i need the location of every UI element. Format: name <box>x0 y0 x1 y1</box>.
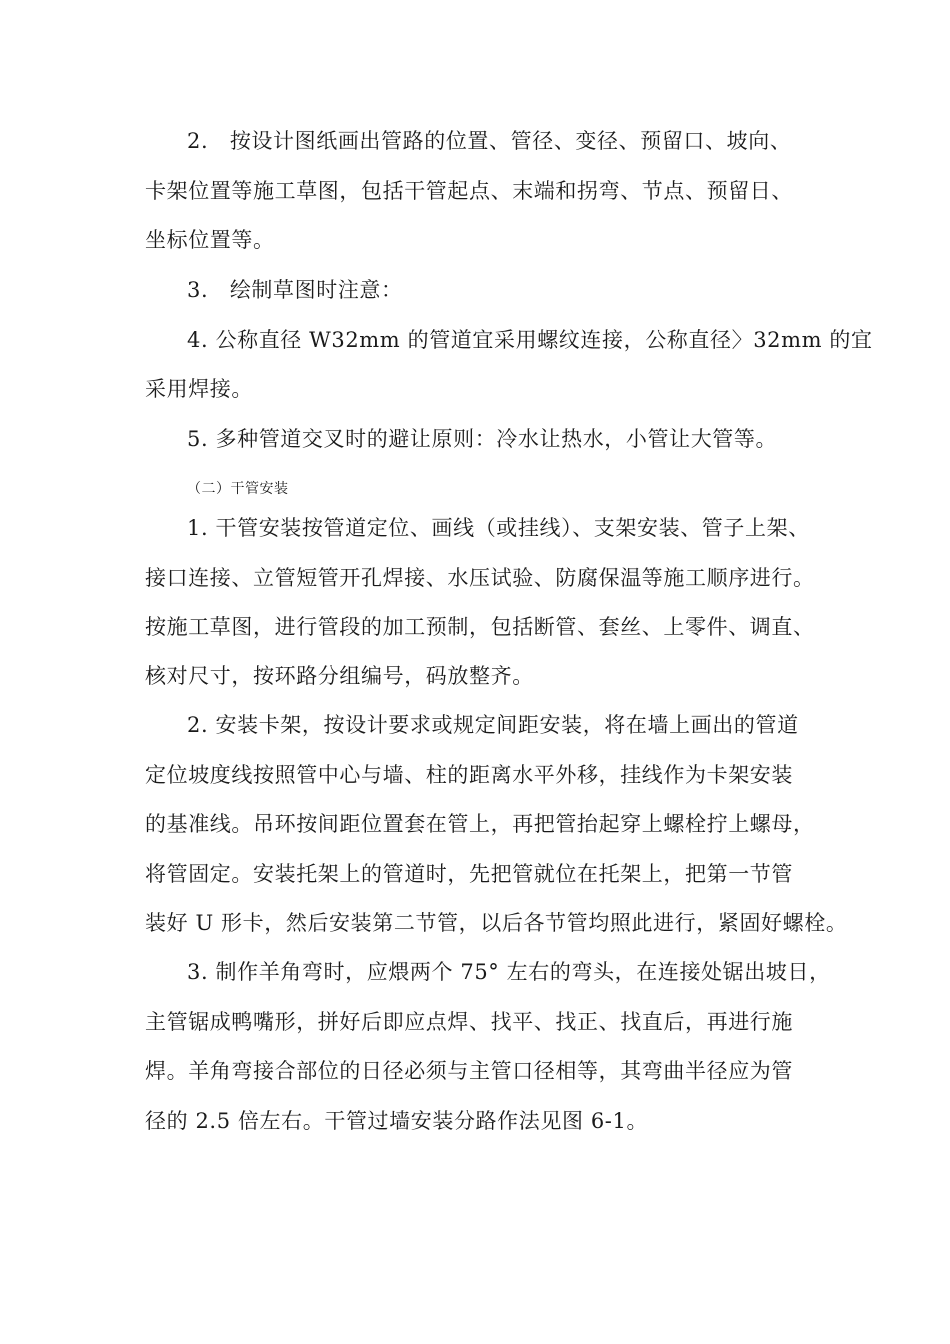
paragraph-5-line-1: 5. 多种管道交叉时的避让原则：冷水让热水，小管让大管等。 <box>187 427 778 451</box>
section-item-3-line-2: 主管锯成鸭嘴形，拼好后即应点焊、找平、找正、找直后，再进行施 <box>145 1010 793 1034</box>
section-item-1-line-4: 核对尺寸，按环路分组编号，码放整齐。 <box>145 664 534 688</box>
paragraph-4-line-1: 4. 公称直径 W32mm 的管道宜采用螺纹连接，公称直径〉32mm 的宜 <box>187 328 873 352</box>
paragraph-2-line-3: 坐标位置等。 <box>145 228 275 252</box>
paragraph-2-line-1: 2. 按设计图纸画出管路的位置、管径、变径、预留口、坡向、 <box>187 129 792 153</box>
section-heading: （二）干管安装 <box>187 481 289 497</box>
section-item-2-line-2: 定位坡度线按照管中心与墙、柱的距离水平外移，挂线作为卡架安装 <box>145 763 793 787</box>
section-item-3-line-3: 焊。羊角弯接合部位的日径必须与主管口径相等，其弯曲半径应为管 <box>145 1059 793 1083</box>
paragraph-4-line-2: 采用焊接。 <box>145 377 253 401</box>
section-item-2-line-3: 的基准线。吊环按间距位置套在管上，再把管抬起穿上螺栓拧上螺母， <box>145 812 815 836</box>
paragraph-3-line-1: 3. 绘制草图时注意： <box>187 278 403 302</box>
section-item-1-line-3: 按施工草图，进行管段的加工预制，包括断管、套丝、上零件、调直、 <box>145 615 815 639</box>
section-item-2-line-5: 装好 U 形卡，然后安装第二节管，以后各节管均照此进行，紧固好螺栓。 <box>145 911 848 935</box>
paragraph-2-line-2: 卡架位置等施工草图，包括干管起点、末端和拐弯、节点、预留日、 <box>145 179 793 203</box>
section-item-3-line-4: 径的 2.5 倍左右。干管过墙安装分路作法见图 6-1。 <box>145 1109 649 1133</box>
section-item-2-line-4: 将管固定。安装托架上的管道时，先把管就位在托架上，把第一节管 <box>145 862 793 886</box>
section-item-1-line-2: 接口连接、立管短管开孔焊接、水压试验、防腐保温等施工顺序进行。 <box>145 566 815 590</box>
section-item-1-line-1: 1. 干管安装按管道定位、画线（或挂线）、支架安装、管子上架、 <box>187 516 810 540</box>
section-item-3-line-1: 3. 制作羊角弯时，应煨两个 75° 左右的弯头，在连接处锯出坡日， <box>187 960 831 984</box>
section-item-2-line-1: 2. 安装卡架，按设计要求或规定间距安装，将在墙上画出的管道 <box>187 713 799 737</box>
